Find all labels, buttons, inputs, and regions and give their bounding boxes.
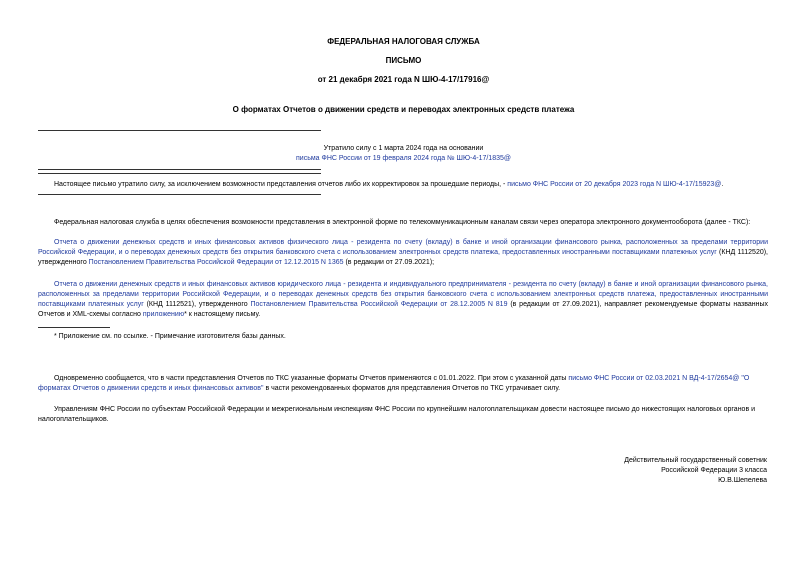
repeal-notice-text: Утратило силу с 1 марта 2024 года на основании (323, 145, 484, 152)
letter-vd-4-17-2654-link[interactable]: письмо ФНС России от 02.03.2021 N ВД-4-17/2654@ "О форматах Отчетов о движении средств и иных финансовых активов" (38, 375, 750, 393)
partial-repeal-text: Настоящее письмо утратило силу, за исключением возможности представления отчетов либо их корректировок за прошедшие периоды, - (54, 181, 506, 188)
signatory-class: Российской Федерации 3 класса (661, 467, 767, 475)
report-legal-entity-paragraph: Отчета о движении денежных средств и иных финансовых активов юридического лица - резидента и индивидуального предпринимателя - резидента по счету (вкладу) в банке и иной организации финансового рынка, расположенных за пределами территории Российской Федерации, и о переводах денежных средств без открытия банковского счета с использованием электронных средств платежа, предоставленных иностранными поставщиками платежных услуг (КНД 1112521), утвержденного Постановлением Правительства Российской Федерации от 28.12.2005 N 819 (в редакции от 27.09.2021), направляет рекомендуемые форматы названных Отчетов и XML-схемы согласно приложению* к настоящему письму. (38, 281, 769, 319)
doctype-heading: ПИСЬМО (385, 56, 422, 65)
instructions-paragraph: Управлениям ФНС России по субъектам Российской Федерации и межрегиональным инспекциям ФНС России по крупнейшим налогоплательщикам довести настоящее письмо до нижестоящих налоговых органов и налогоплательщиков. (38, 406, 756, 424)
partial-repeal-notice: Настоящее письмо утратило силу, за исключением возможности представления отчетов либо их корректировок за прошедшие периоды, - письмо ФНС России от 20 декабря 2023 года N ШЮ-4-17/15923@. (54, 181, 724, 188)
agency-heading: ФЕДЕРАЛЬНАЯ НАЛОГОВАЯ СЛУЖБА (327, 37, 480, 46)
resolution-819-link[interactable]: Постановлением Правительства Российской Федерации от 28.12.2005 N 819 (250, 301, 508, 309)
separator-line (38, 130, 321, 131)
effective-date-paragraph: Одновременно сообщается, что в части представления Отчетов по ТКС указанные форматы Отчетов применяются с 01.01.2022. При этом с указанной даты письмо ФНС России от 02.03.2021 N ВД-4-17/2654@ "О форматах Отчетов о движении средств и иных финансовых активов" в части рекомендованных форматов для представления Отчетов по ТКС утрачивает силу. (38, 375, 750, 393)
signatory-name: Ю.В.Шепелева (718, 477, 767, 485)
partial-repeal-link[interactable]: письмо ФНС России от 20 декабря 2023 года N ШЮ-4-17/15923@ (507, 181, 722, 188)
report-individual-paragraph: Отчета о движении денежных средств и иных финансовых активов физического лица - резидента по счету (вкладу) в банке и иной организации финансового рынка, расположенных за пределами территории Российской Федерации, и о переводах денежных средств без открытия банковского счета с использованием электронных средств платежа, предоставленных иностранными поставщиками платежных услуг (КНД 1112520), утвержденного Постановлением Правительства Российской Федерации от 12.12.2015 N 1365 (в редакции от 27.09.2021); (38, 239, 769, 267)
footnote: * Приложение см. по ссылке. - Примечание изготовителя базы данных. (54, 333, 286, 340)
report-legal-entity-link[interactable]: Отчета о движении денежных средств и иных финансовых активов юридического лица - резидента и индивидуального предпринимателя - резидента по счету (вкладу) в банке и иной организации финансового рынка, расположенных за пределами территории Российской Федерации, и о переводах денежных средств без открытия банковского счета с использованием электронных средств платежа, предоставленных иностранными поставщиками платежных услуг (38, 281, 768, 309)
repeal-notice (0, 144, 807, 164)
signature-block (624, 456, 767, 486)
document-date-number: от 21 декабря 2021 года N ШЮ-4-17/17916@ (317, 75, 490, 84)
report-individual-link[interactable]: Отчета о движении денежных средств и иных финансовых активов физического лица - резидента по счету (вкладу) в банке и иной организации финансового рынка, расположенных за пределами территории Российской Федерации, и о переводах денежных средств без открытия банковского счета с использованием электронных средств платежа, предоставленных иностранными поставщиками платежных услуг (38, 239, 768, 257)
footnote-separator (38, 327, 110, 328)
document-title: О форматах Отчетов о движении средств и переводах электронных средств платежа (232, 105, 575, 114)
intro-paragraph: Федеральная налоговая служба в целях обеспечения возможности представления в электронной форме по телекоммуникационным каналам связи через оператора электронного документооборота (далее - ТКС): (54, 219, 751, 226)
separator-line (38, 194, 321, 195)
signatory-rank: Действительный государственный советник (624, 457, 767, 464)
repeal-letter-link[interactable]: письма ФНС России от 19 февраля 2024 года № ШЮ-4-17/1835@ (296, 155, 511, 163)
separator-line (38, 173, 321, 174)
resolution-1365-link[interactable]: Постановлением Правительства Российской Федерации от 12.12.2015 N 1365 (88, 259, 344, 267)
separator-line (38, 169, 321, 170)
appendix-link[interactable]: приложению (142, 311, 185, 319)
